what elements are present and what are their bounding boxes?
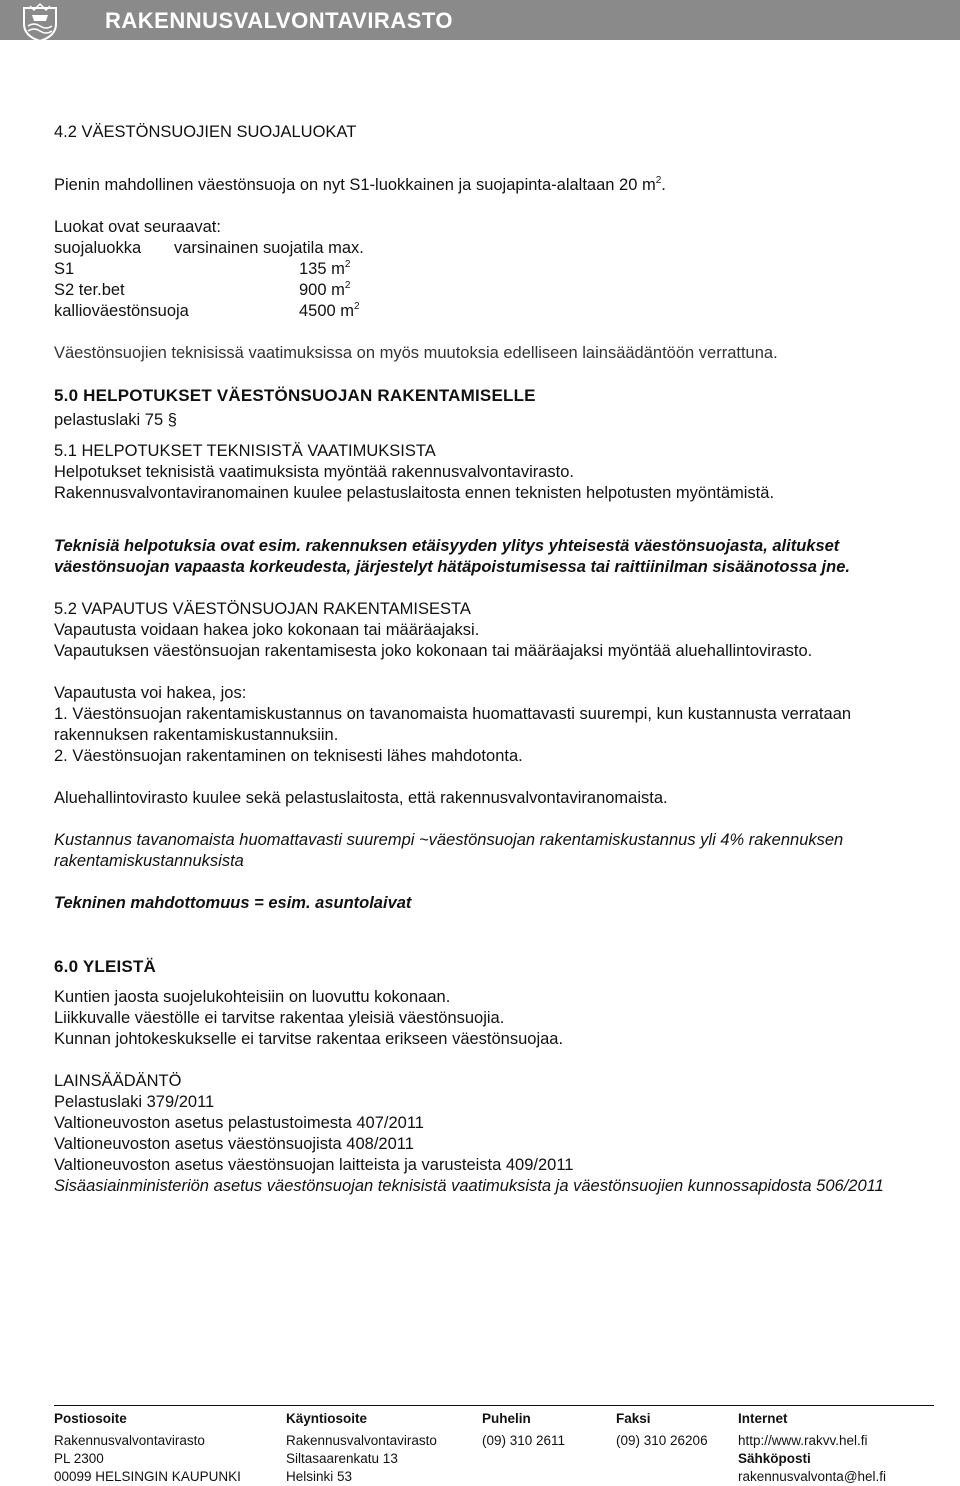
- law-reference: pelastuslaki 75 §: [54, 411, 177, 429]
- law-item: Valtioneuvoston asetus väestönsuojan laitteista ja varusteista 409/2011: [54, 1156, 574, 1174]
- note-cost: Kustannus tavanomaista huomattavasti suurempi ~väestönsuojan rakentamiskustannus yli 4% rakennuksen rakentamiskustannuksista: [54, 831, 844, 870]
- paragraph-requirements: Väestönsuojien teknisissä vaatimuksissa on myös muutoksia edelliseen lainsäädäntöön verrattuna.: [54, 344, 778, 362]
- note-technical-impossibility: Tekninen mahdottomuus = esim. asuntolaivat: [54, 894, 412, 912]
- footer-internet: Internet http://www.rakvv.hel.fi Sähköposti rakennusvalvonta@hel.fi: [738, 1410, 934, 1486]
- paragraph-min-shelter: Pienin mahdollinen väestönsuoja on nyt S1-luokkainen ja suojapinta-alaltaan 20 $m^2$.: [54, 175, 666, 194]
- section-title-6-0: 6.0 YLEISTÄ: [54, 957, 157, 976]
- paragraph-general: Kunnan johtokeskukselle ei tarvitse rakentaa erikseen väestönsuojaa.: [54, 1030, 564, 1048]
- paragraph-exemption: Vapautusta voidaan hakea joko kokonaan tai määräajaksi.: [54, 621, 480, 639]
- website-link[interactable]: http://www.rakvv.hel.fi: [738, 1433, 868, 1448]
- paragraph-exemption-grant: Vapautuksen väestönsuojan rakentamisesta joko kokonaan tai määräajaksi myöntää aluehallintovirasto.: [54, 642, 813, 660]
- class-row: S1 135 $m^2$: [54, 259, 351, 278]
- header-bar: [0, 0, 960, 40]
- law-item: Valtioneuvoston asetus pelastustoimesta 407/2011: [54, 1114, 424, 1132]
- classes-intro: Luokat ovat seuraavat:: [54, 218, 221, 236]
- paragraph-consults: Aluehallintovirasto kuulee sekä pelastuslaitosta, että rakennusvalvontaviranomaista.: [54, 789, 668, 807]
- paragraph-relief-granted: Helpotukset teknisistä vaatimuksista myöntää rakennusvalvontavirasto.: [54, 463, 574, 481]
- footer-visiting-address: Käyntiosoite Rakennusvalvontavirasto Siltasaarenkatu 13 Helsinki 53: [286, 1411, 437, 1484]
- section-title-5-2: 5.2 VAPAUTUS VÄESTÖNSUOJAN RAKENTAMISESTA: [54, 600, 471, 618]
- list-item: 2. Väestönsuojan rakentaminen on teknisesti lähes mahdotonta.: [54, 747, 523, 765]
- section-title-4-2: 4.2 VÄESTÖNSUOJIEN SUOJALUOKAT: [54, 123, 357, 141]
- section-title-5-1: 5.1 HELPOTUKSET TEKNISISTÄ VAATIMUKSISTA: [54, 442, 436, 460]
- footer-fax: Faksi (09) 310 26206: [616, 1411, 708, 1448]
- law-item: Pelastuslaki 379/2011: [54, 1093, 215, 1111]
- email-link[interactable]: rakennusvalvonta@hel.fi: [738, 1469, 887, 1484]
- paragraph-conditions-intro: Vapautusta voi hakea, jos:: [54, 684, 247, 702]
- document-body: [54, 122, 904, 1197]
- class-row: S2 ter.bet 900 $m^2$: [54, 280, 351, 299]
- section-title-5-0: 5.0 HELPOTUKSET VÄESTÖNSUOJAN RAKENTAMISELLE: [54, 386, 536, 405]
- paragraph-technical-examples: Teknisiä helpotuksia ovat esim. rakennuksen etäisyyden ylitys yhteisestä väestönsuojasta, alitukset väestönsuojan vapaasta korkeudesta, järjestelyt hätäpoistumisessa tai raittiinilman sisäänotossa jne.: [54, 537, 850, 576]
- section-title-legislation: LAINSÄÄDÄNTÖ: [54, 1072, 182, 1090]
- footer-phone: Puhelin (09) 310 2611: [482, 1411, 566, 1448]
- helsinki-crest-logo: [20, 2, 60, 42]
- paragraph-general: Kuntien jaosta suojelukohteisiin on luovuttu kokonaan.: [54, 988, 451, 1006]
- paragraph-consultation: Rakennusvalvontaviranomainen kuulee pelastuslaitosta ennen teknisten helpotusten myöntämistä.: [54, 484, 775, 502]
- paragraph-general: Liikkuvalle väestölle ei tarvitse rakentaa yleisiä väestönsuojia.: [54, 1009, 505, 1027]
- classes-header-row: suojaluokka varsinainen suojatila max.: [54, 239, 364, 257]
- agency-title: RAKENNUSVALVONTAVIRASTO: [105, 8, 454, 33]
- footer-postal-address: Postiosoite Rakennusvalvontavirasto PL 2300 00099 HELSINGIN KAUPUNKI: [54, 1411, 241, 1484]
- law-item: Valtioneuvoston asetus väestönsuojista 408/2011: [54, 1135, 414, 1153]
- footer-divider: [54, 1405, 934, 1406]
- class-row: kallioväestönsuoja 4500 $m^2$: [54, 301, 360, 320]
- law-item: Sisäasiainministeriön asetus väestönsuojan teknisistä vaatimuksista ja väestönsuojien kunnossapidosta 506/2011: [54, 1177, 884, 1195]
- list-item: 1. Väestönsuojan rakentamiskustannus on tavanomaista huomattavasti suurempi, kun kustannusta verrataan rakennuksen rakentamiskustannuksiin.: [54, 705, 852, 744]
